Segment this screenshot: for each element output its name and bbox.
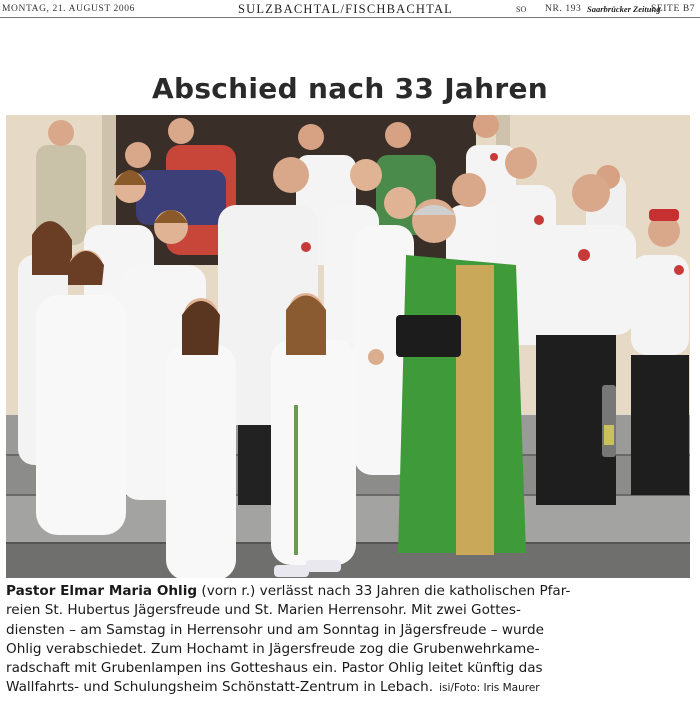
header-date: MONTAG, 21. AUGUST 2006 xyxy=(2,4,135,14)
page-header xyxy=(0,0,700,18)
caption-line-2: reien St. Hubertus Jägersfreude und St. Marien Herrensohr. Mit zwei Gottes- xyxy=(6,602,521,619)
header-abbr: SO xyxy=(516,5,527,14)
article-photo xyxy=(6,115,690,578)
caption-line-5: radschaft mit Grubenlampen ins Gotteshaus ein. Pastor Ohlig leitet künftig das xyxy=(6,660,543,677)
caption-line-1 xyxy=(6,582,696,601)
photo-caption xyxy=(6,582,696,699)
caption-text-end: Wallfahrts- und Schulungsheim Schönstatt-Zentrum in Lebach. xyxy=(6,679,434,696)
caption-text: (vorn r.) verlässt nach 33 Jahren die katholischen Pfar- xyxy=(197,583,571,599)
header-page-number: SEITE B7 xyxy=(651,4,696,14)
caption-line-3: diensten – am Samstag in Herrensohr und am Sonntag in Jägersfreude – wurde xyxy=(6,621,544,638)
header-rule xyxy=(0,17,700,18)
article-headline: Abschied nach 33 Jahren xyxy=(152,72,548,105)
header-newspaper-name: Saarbrücker Zeitung xyxy=(587,4,661,14)
caption-lead: Pastor Elmar Maria Ohlig xyxy=(6,583,198,599)
header-issue-number: NR. 193 xyxy=(545,4,582,14)
header-section: SULZBACHTAL/FISCHBACHTAL xyxy=(238,2,454,16)
photo-credit: isi/Foto: Iris Maurer xyxy=(439,682,540,695)
caption-line-4: Ohlig verabschiedet. Zum Hochamt in Jägersfreude zog die Grubenwehrkame- xyxy=(6,640,540,657)
caption-line-6 xyxy=(6,678,696,698)
